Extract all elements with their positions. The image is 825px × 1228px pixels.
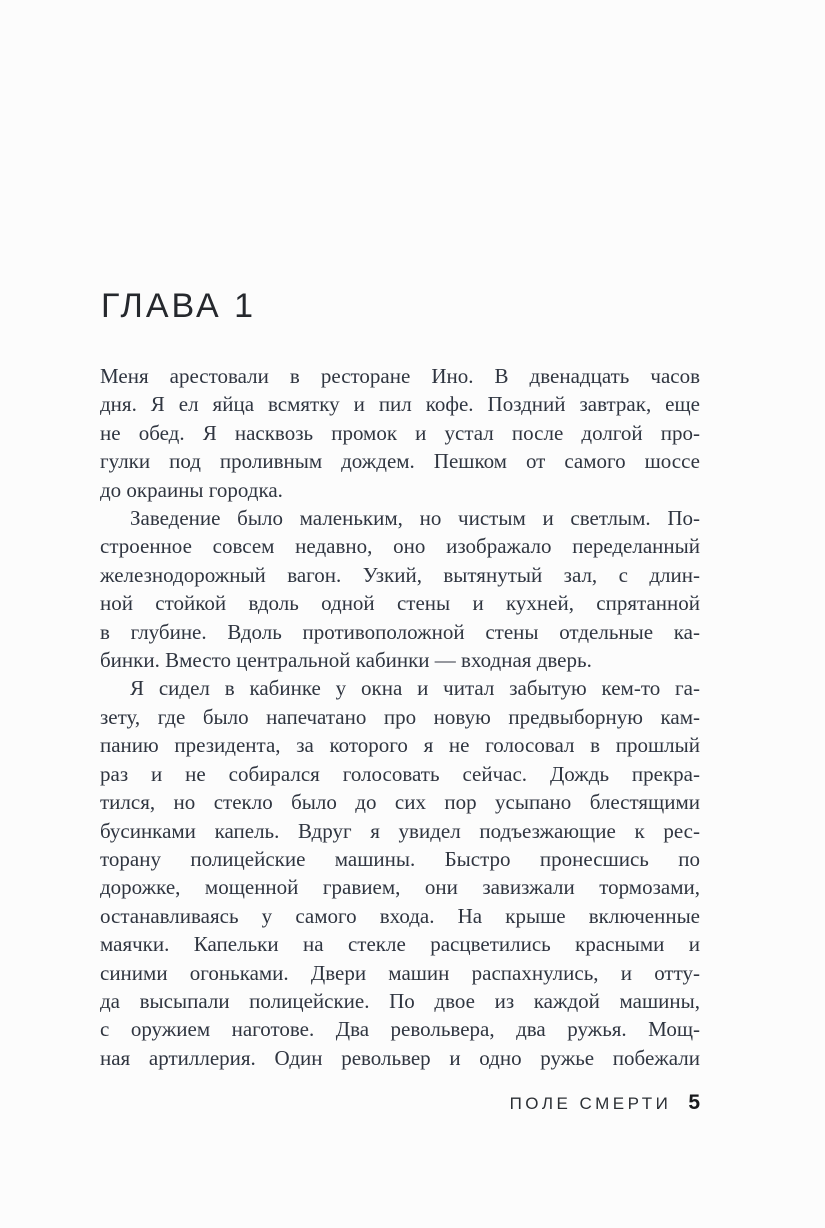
text-line: раз и не собирался голосовать сейчас. Дождь прекра-	[100, 761, 700, 786]
text-line: с оружием наготове. Два револьвера, два ружья. Мощ-	[100, 1017, 700, 1042]
text-line: дня. Я ел яйца всмятку и пил кофе. Поздний завтрак, еще	[100, 392, 700, 417]
text-line: в глубине. Вдоль противоположной стены отдельные ка-	[100, 619, 700, 644]
text-line: бинки. Вместо центральной кабинки — входная дверь.	[100, 648, 592, 673]
text-line: бусинками капель. Вдруг я увидел подъезжающие к рес-	[100, 818, 700, 843]
text-line: Я сидел в кабинке у окна и читал забытую кем-то га-	[130, 676, 700, 701]
page-number: 5	[688, 1091, 700, 1114]
text-line: Заведение было маленьким, но чистым и светлым. По-	[130, 506, 700, 531]
text-line: до окраины городка.	[100, 477, 283, 502]
text-line: ной стойкой вдоль одной стены и кухней, спрятанной	[100, 591, 700, 616]
text-line: синими огоньками. Двери машин распахнулись, и отту-	[100, 960, 700, 985]
text-line: останавливаясь у самого входа. На крыше включенные	[100, 903, 700, 928]
text-line: зету, где было напечатано про новую предвыборную кам-	[100, 704, 700, 729]
text-line: строенное совсем недавно, оно изображало переделанный	[100, 534, 700, 559]
text-line: железнодорожный вагон. Узкий, вытянутый зал, с длин-	[100, 562, 700, 587]
text-line: маячки. Капельки на стекле расцветились красными и	[100, 932, 700, 957]
text-line: гулки под проливным дождем. Пешком от самого шоссе	[100, 449, 700, 474]
chapter-heading: ГЛАВА 1	[101, 287, 257, 325]
text-line: не обед. Я насквозь промок и устал после долгой про-	[100, 420, 700, 445]
text-line: панию президента, за которого я не голосовал в прошлый	[100, 733, 700, 758]
page-footer	[100, 1091, 700, 1115]
running-title: ПОЛЕ СМЕРТИ	[509, 1094, 672, 1113]
text-line: дорожке, мощенной гравием, они завизжали тормозами,	[100, 875, 700, 900]
text-line: да высыпали полицейские. По двое из каждой машины,	[100, 988, 700, 1013]
body-text	[100, 362, 700, 1072]
text-line: ная артиллерия. Один револьвер и одно ружье побежали	[100, 1045, 700, 1070]
text-line: торану полицейские машины. Быстро пронесшись по	[100, 846, 700, 871]
text-line: тился, но стекло было до сих пор усыпано блестящими	[100, 790, 700, 815]
text-line: Меня арестовали в ресторане Ино. В двенадцать часов	[100, 364, 700, 388]
